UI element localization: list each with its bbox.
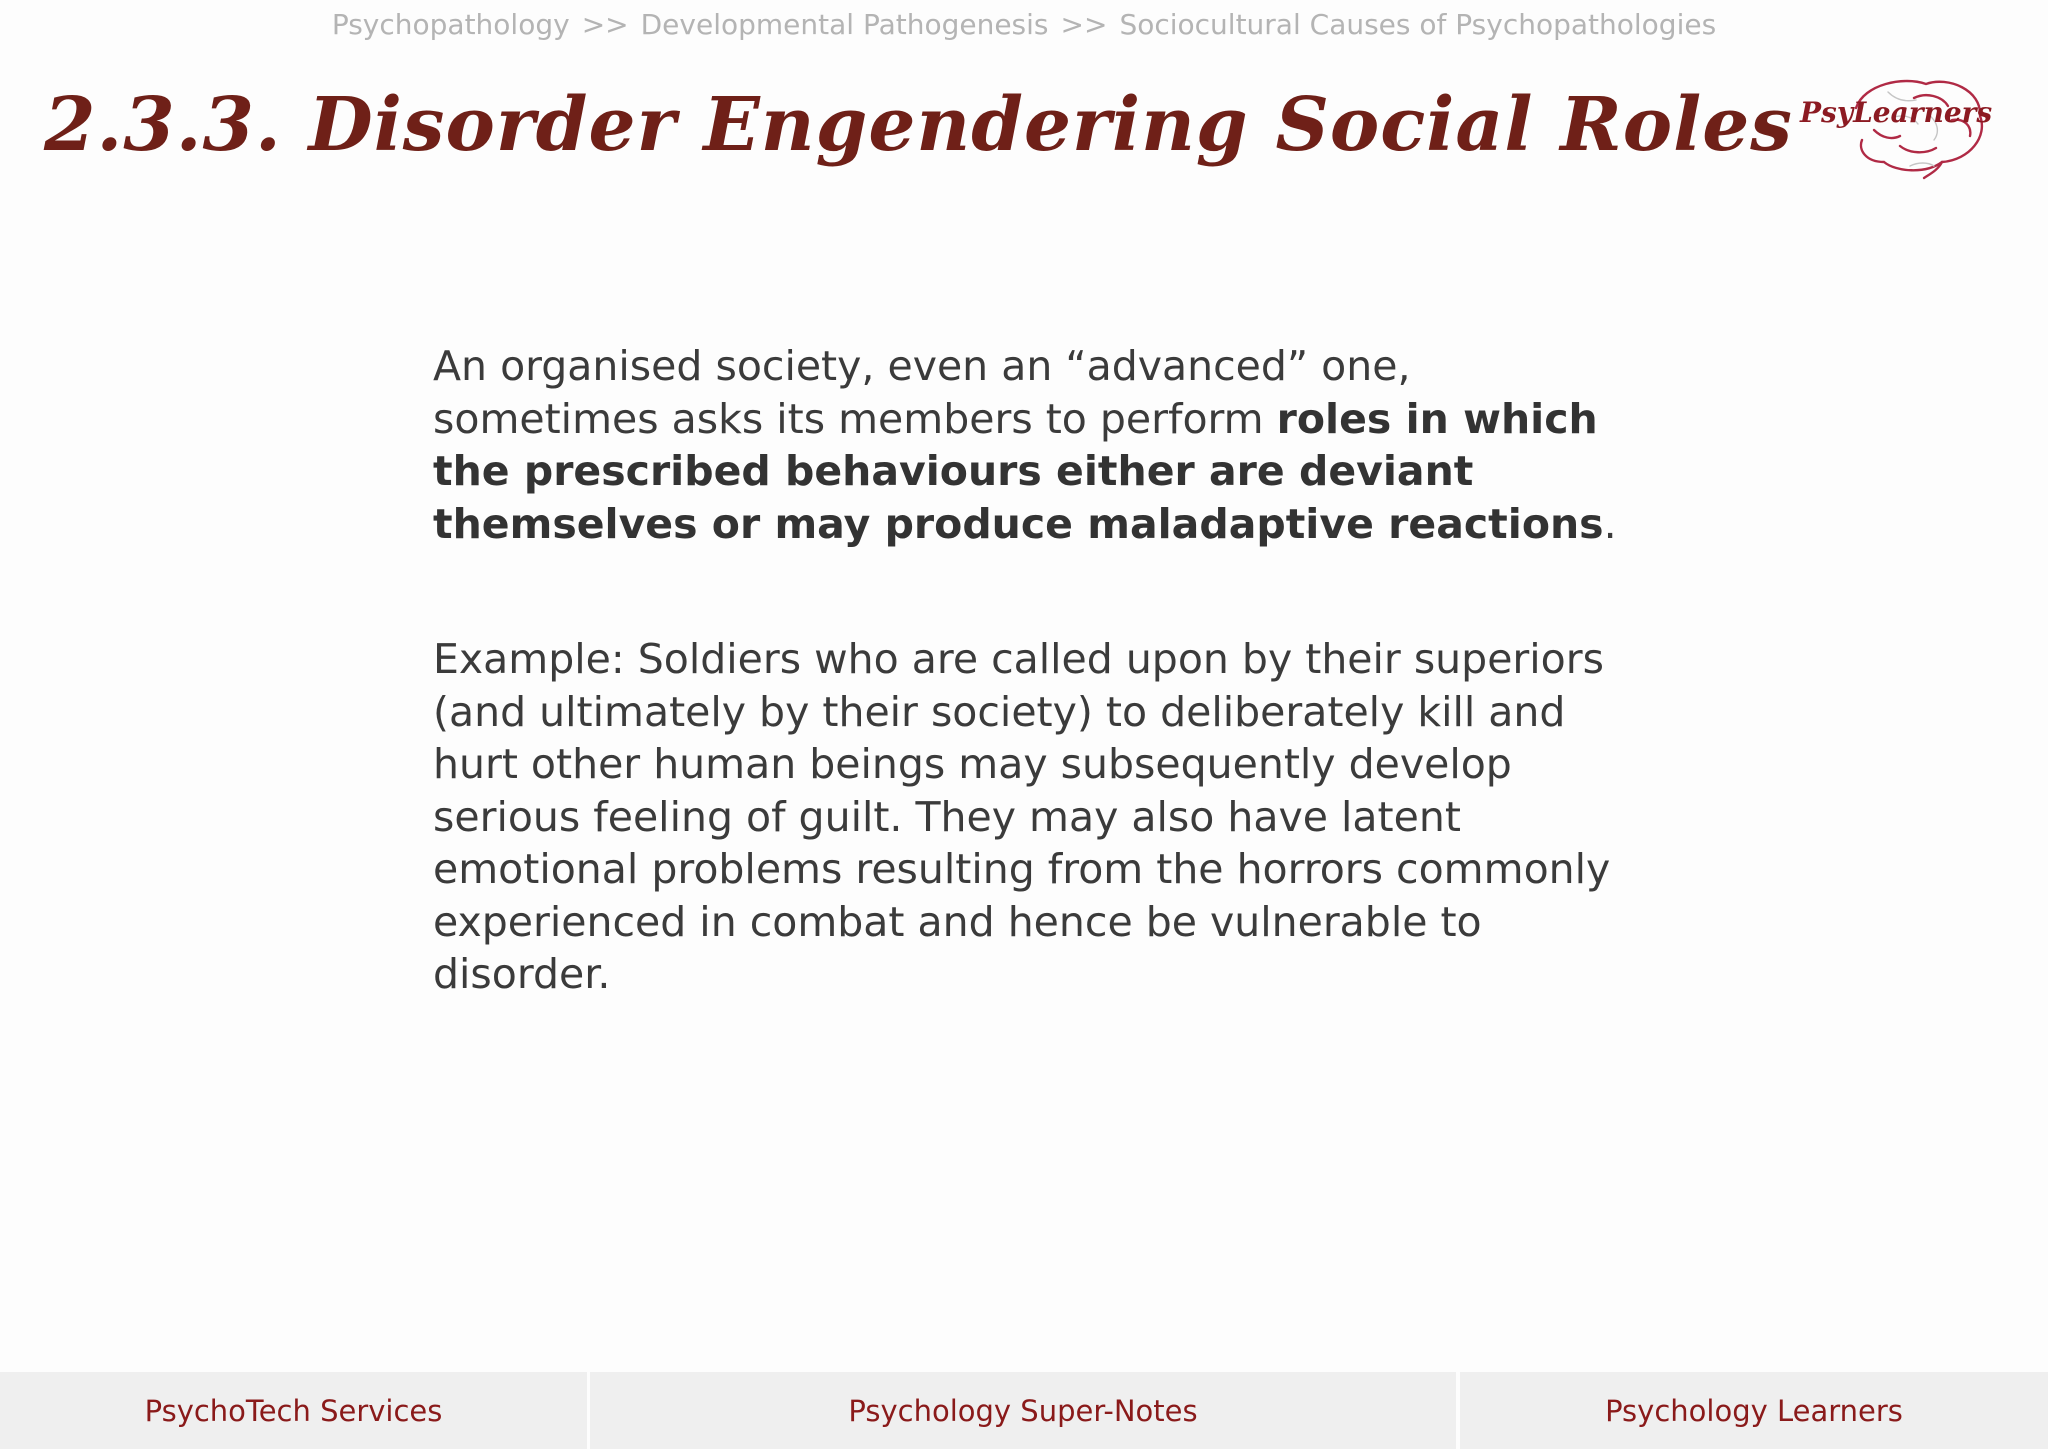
definition-highlight: roles in which the prescribed behaviours either are deviant themselves or may produce maladaptive reactions [433,394,1604,548]
footer [0,1372,2048,1449]
breadcrumb-item-sociocultural-causes[interactable]: Sociocultural Causes of Psychopathologies [1119,8,1717,41]
breadcrumb [0,8,2048,41]
logo [1792,70,1992,180]
footer-link-psychotech-services[interactable]: PsychoTech Services [0,1372,587,1449]
breadcrumb-separator: >> [1060,8,1108,41]
page-title: 2.3.3. Disorder Engendering Social Roles [44,82,1793,168]
footer-link-psychology-super-notes[interactable]: Psychology Super-Notes [590,1372,1456,1449]
breadcrumb-item-developmental-pathogenesis[interactable]: Developmental Pathogenesis [640,8,1049,41]
example-paragraph: Example: Soldiers who are called upon by their superiors (and ultimately by their society) to deliberately kill and hurt other human beings may subsequently develop serious feeling of guilt. They may also have latent emotional problems resulting from the horrors commonly experienced in combat and hence be vulnerable to disorder. [433,635,1611,998]
breadcrumb-item-psychopathology[interactable]: Psychopathology [331,8,570,41]
main-content [433,340,1633,1001]
definition-lead: An organised society, even an “advanced” one, sometimes asks its members to perform [433,342,1411,443]
footer-link-psychology-learners[interactable]: Psychology Learners [1460,1372,2048,1449]
definition-paragraph [433,340,1633,550]
logo-text: PsyLearners [1800,96,1993,129]
breadcrumb-separator: >> [581,8,629,41]
definition-tail: . [1603,499,1617,548]
